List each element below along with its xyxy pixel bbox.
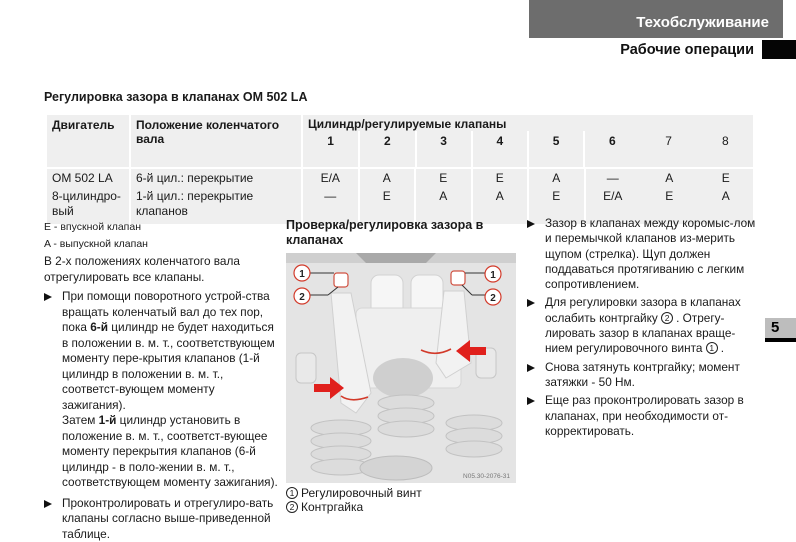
circled-number-icon: 1: [706, 342, 718, 354]
caption-locknut: [286, 500, 516, 514]
valve-clearance-table: [45, 113, 755, 226]
spring-center: [378, 395, 434, 437]
step-text: цилиндр не будет находиться в положении в. м. т., соответствующем моменту пере-крытия клапанов (1-й цилиндр в положении в. м. т., соответст-вующем моменту зажигания).: [62, 320, 275, 412]
valve-value: A: [473, 189, 528, 205]
chapter-number: 5: [771, 319, 779, 336]
valve-cell-cyl-1: [302, 168, 359, 225]
cyl-num: 6: [584, 131, 640, 167]
engine-cell: [46, 168, 130, 225]
cylinder-number-row: [303, 131, 753, 167]
step-text: Снова затянуть контргайку; момент затяжки - 50 Нм.: [545, 360, 740, 389]
figure-captions: [286, 486, 516, 514]
step-measure-clearance: [527, 216, 757, 292]
header-subtitle: Рабочие операции: [620, 42, 754, 58]
step-tighten-locknut: [527, 360, 757, 391]
col-header-crank-position: Положение коленчатого вала: [130, 114, 302, 168]
cylinders-label: Цилиндр/регулируемые клапаны: [308, 117, 506, 131]
step-adjust-clearance: [527, 295, 757, 356]
caption-adjusting-screw: [286, 486, 516, 500]
valve-illustration: [286, 253, 516, 483]
step-text: Для регулировки зазора в клапанах ослабить контргайку: [545, 295, 741, 324]
valve-value: E/A: [303, 171, 358, 187]
step-check-valves: [44, 496, 280, 542]
figure-column: [286, 218, 516, 514]
crank-position-2: 1-й цил.: перекрытие клапанов: [136, 189, 296, 220]
intro-text: В 2-х положениях коленчатого вала отрегулировать все клапаны.: [44, 254, 280, 285]
valve-value: A: [529, 171, 584, 187]
cyl-num: 1: [303, 131, 359, 167]
valve-value: E: [416, 171, 471, 187]
step-text-bold: 1-й: [99, 413, 117, 427]
figure-code: N05.30-2076-31: [463, 473, 510, 480]
cyl-num: 2: [359, 131, 415, 167]
valve-cell-cyl-2: [359, 168, 416, 225]
valve-value: E: [642, 189, 697, 205]
valve-value: E: [473, 171, 528, 187]
valve-value: E: [699, 171, 754, 187]
valve-value: —: [303, 189, 358, 205]
bullet-arrow-icon: [527, 397, 535, 405]
valve-figure: [286, 253, 516, 483]
bullet-arrow-icon: [527, 299, 535, 307]
chapter-tab[interactable]: [765, 318, 796, 342]
header-marker-block: [762, 40, 796, 59]
caption-text: Контргайка: [301, 500, 363, 514]
figure-title: Проверка/регулировка зазора в клапанах: [286, 218, 516, 248]
step-text: Затем: [62, 413, 99, 427]
col-header-cylinders: [302, 114, 754, 168]
crank-position-cell: [130, 168, 302, 225]
valve-value: E/A: [586, 189, 641, 205]
left-column: [44, 220, 280, 542]
circled-number-icon: 1: [286, 487, 298, 499]
crank-position-1: 6-й цил.: перекрытие: [136, 171, 296, 187]
right-column: [527, 216, 757, 439]
engine-model: ОМ 502 LA: [52, 171, 124, 187]
legend-intake: E - впускной клапан: [44, 220, 280, 235]
valve-value: A: [699, 189, 754, 205]
spring-right: [446, 415, 502, 457]
step-text-bold: 6-й: [90, 320, 108, 334]
cyl-num: 7: [641, 131, 697, 167]
step-text: При помощи поворотного устрой-ства вращать коленчатый вал до тех пор, пока: [62, 289, 270, 334]
valve-value: E: [529, 189, 584, 205]
engine-cylinders: 8-цилиндро-вый: [52, 189, 124, 220]
step-text: Еще раз проконтролировать зазор в клапанах, при необходимости от-корректировать.: [545, 393, 744, 438]
step-text: цилиндр установить в положение в. м. т., соответст-вующее моменту перекрытия клапанов (6-й цилиндр - в поло-жении в. м. т., соответствующем моменту зажигания).: [62, 413, 278, 489]
legend-exhaust: A - выпускной клапан: [44, 237, 280, 252]
callout-2-left: 2: [299, 292, 305, 303]
header-title: Техобслуживание: [636, 14, 769, 31]
section-title: Регулировка зазора в клапанах ОМ 502 LA: [44, 90, 307, 104]
circled-number-icon: 2: [286, 501, 298, 513]
caption-text: Регулировочный винт: [301, 486, 422, 500]
valve-cell-cyl-3: [415, 168, 472, 225]
step-text: Проконтролировать и отрегулиро-вать клапаны согласно выше-приведенной таблице.: [62, 496, 273, 541]
valve-value: E: [360, 189, 415, 205]
valve-value: —: [586, 171, 641, 187]
col-header-engine: Двигатель: [46, 114, 130, 168]
cyl-num: 4: [472, 131, 528, 167]
cyl-num: 5: [528, 131, 584, 167]
valve-value: A: [360, 171, 415, 187]
bullet-arrow-icon: [527, 220, 535, 228]
bullet-arrow-icon: [44, 500, 52, 508]
bullet-arrow-icon: [527, 364, 535, 372]
callout-1-left: 1: [299, 269, 305, 280]
table-header-row: [46, 114, 754, 168]
valve-value: A: [642, 171, 697, 187]
circled-number-icon: 2: [661, 312, 673, 324]
step-text: .: [721, 341, 724, 355]
cyl-num: 8: [697, 131, 753, 167]
callout-2-right: 2: [490, 293, 496, 304]
header-bar: [529, 0, 783, 38]
step-text: . Отрегу-лировать зазор в клапанах враще-нием регулировочного винта: [545, 311, 735, 356]
step-rotate-crankshaft: [44, 289, 280, 491]
callout-1-right: 1: [490, 270, 496, 281]
step-text: Зазор в клапанах между коромыс-лом и перемычкой клапанов из-мерить щупом (стрелка). Щуп должен поддаваться протягиванию с легким сопротивлением.: [545, 216, 755, 291]
valve-value: A: [416, 189, 471, 205]
step-recheck: [527, 393, 757, 439]
valve-cell-cyl-4: [472, 168, 529, 225]
bullet-arrow-icon: [44, 293, 52, 301]
cyl-num: 3: [416, 131, 472, 167]
